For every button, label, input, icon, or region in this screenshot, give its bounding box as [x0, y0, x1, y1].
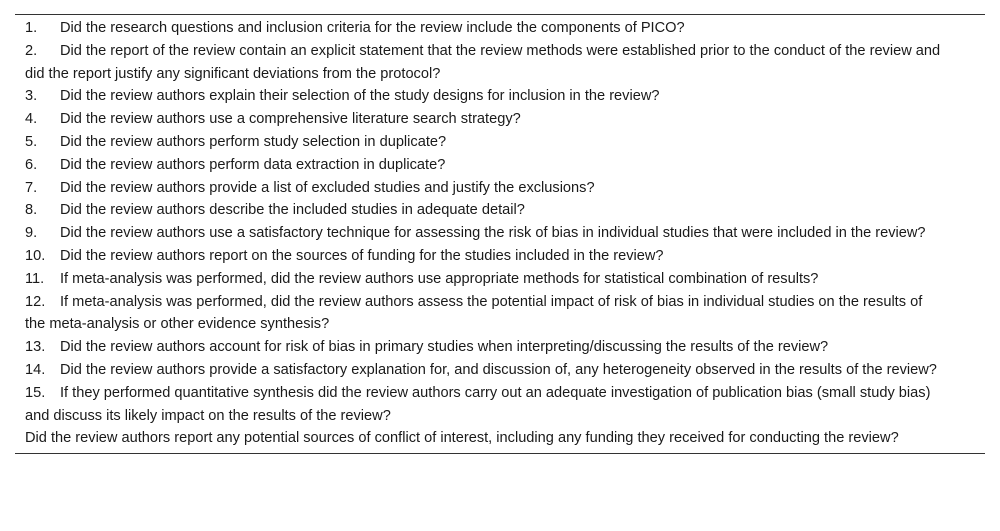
item-number: 9.	[25, 225, 38, 242]
item-number: 5.	[25, 133, 38, 150]
item-number: 1.	[25, 20, 38, 36]
checklist-item-10	[15, 245, 985, 268]
item-number: 2.	[25, 42, 38, 59]
checklist-item-15	[15, 382, 985, 428]
item-text: Did the review authors report on the sources of funding for the studies included in the review?	[60, 247, 664, 264]
checklist-item-13	[15, 336, 985, 359]
checklist-item-9	[15, 222, 985, 245]
item-text: Did the research questions and inclusion criteria for the review include the components of PICO?	[60, 20, 685, 36]
item-number: 7.	[25, 179, 38, 196]
item-text: Did the review authors perform study selection in duplicate?	[60, 133, 447, 150]
checklist-item-16	[15, 427, 985, 450]
item-text: Did the review authors describe the included studies in adequate detail?	[60, 202, 525, 219]
item-text: Did the review authors account for risk of bias in primary studies when interpreting/discussing the results of the review?	[60, 339, 829, 356]
item-text: Did the review authors use a comprehensive literature search strategy?	[60, 111, 521, 128]
item-number: 15.	[25, 384, 46, 401]
item-number: 4.	[25, 111, 38, 128]
item-number: 13.	[25, 339, 46, 356]
checklist-item-14	[15, 359, 985, 382]
checklist-item-12	[15, 291, 985, 337]
item-number: 12.	[25, 293, 46, 310]
item-text: Did the review authors explain their selection of the study designs for inclusion in the review?	[60, 88, 660, 105]
item-text: If they performed quantitative synthesis did the review authors carry out an adequate investigation of publication bias (small study bias) and discuss its likely impact on the results of the review?	[25, 384, 931, 424]
checklist-item-3	[15, 85, 985, 108]
item-text: Did the review authors provide a satisfactory explanation for, and discussion of, any heterogeneity observed in the results of the review?	[60, 361, 937, 378]
item-text: Did the report of the review contain an explicit statement that the review methods were established prior to the conduct of the review and did the report justify any significant deviations from the protocol?	[25, 42, 941, 82]
item-text: Did the review authors provide a list of excluded studies and justify the exclusions?	[60, 179, 595, 196]
item-number: 11.	[25, 270, 45, 287]
checklist-item-2	[15, 40, 985, 86]
item-number: 6.	[25, 156, 38, 173]
item-number: 14.	[25, 361, 46, 378]
checklist-item-1	[15, 17, 985, 40]
item-text: Did the review authors report any potential sources of conflict of interest, including any funding they received for conducting the review?	[25, 430, 899, 447]
checklist-item-6	[15, 154, 985, 177]
item-number: 10.	[25, 247, 46, 264]
item-text: If meta-analysis was performed, did the review authors assess the potential impact of risk of bias in individual studies on the results of the meta-analysis or other evidence synthesis?	[25, 293, 923, 333]
checklist-item-4	[15, 108, 985, 131]
item-text: If meta-analysis was performed, did the review authors use appropriate methods for statistical combination of results?	[60, 270, 819, 287]
checklist-item-11	[15, 268, 985, 291]
checklist-item-7	[15, 177, 985, 200]
item-number: 8.	[25, 202, 38, 219]
amstar-checklist-table	[15, 14, 985, 454]
item-text: Did the review authors perform data extraction in duplicate?	[60, 156, 446, 173]
checklist-item-5	[15, 131, 985, 154]
item-text: Did the review authors use a satisfactory technique for assessing the risk of bias in individual studies that were included in the review?	[60, 225, 926, 242]
checklist-item-8	[15, 199, 985, 222]
item-number: 3.	[25, 88, 38, 105]
